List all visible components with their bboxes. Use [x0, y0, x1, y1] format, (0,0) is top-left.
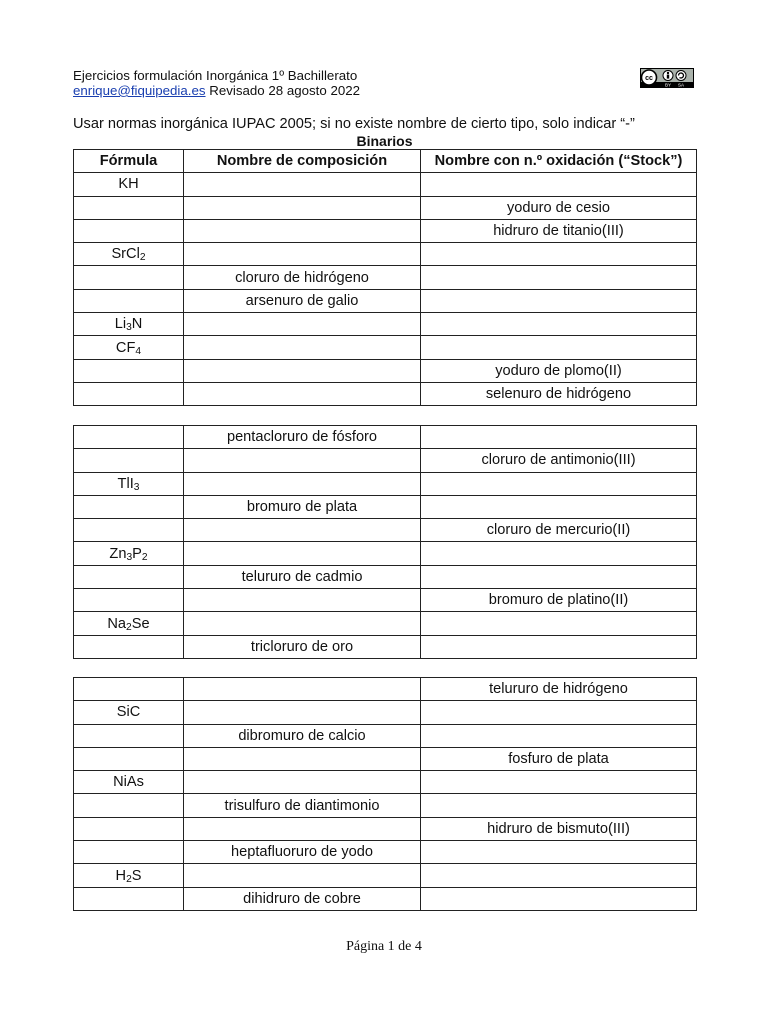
formula-symbol: NiAs: [113, 774, 144, 791]
svg-text:cc: cc: [645, 75, 653, 82]
formula-subscript: 2: [141, 551, 148, 563]
formula-symbol: TlI: [117, 475, 134, 492]
formula-symbol: CF: [115, 339, 136, 356]
composition-name-cell[interactable]: [184, 449, 421, 472]
table-row: [74, 678, 697, 701]
binarios-table-1: [73, 149, 697, 406]
composition-name-cell[interactable]: [184, 519, 421, 542]
formula-cell[interactable]: [74, 266, 184, 289]
composition-name-cell[interactable]: bromuro de plata: [184, 495, 421, 518]
stock-name-cell[interactable]: [421, 771, 697, 794]
binarios-table-2: [73, 425, 697, 659]
stock-name-cell[interactable]: [421, 313, 697, 336]
composition-name-cell[interactable]: arsenuro de galio: [184, 289, 421, 312]
formula-cell[interactable]: [74, 701, 184, 724]
composition-name-cell[interactable]: [184, 817, 421, 840]
table-row: [74, 747, 697, 770]
formula-symbol: SiC: [116, 704, 141, 721]
document-header: [73, 68, 360, 98]
table-row: [74, 495, 697, 518]
stock-name-cell[interactable]: [421, 495, 697, 518]
formula-cell[interactable]: [74, 519, 184, 542]
stock-name-cell[interactable]: [421, 289, 697, 312]
table-row: [74, 173, 697, 196]
stock-name-cell[interactable]: [421, 472, 697, 495]
composition-name-cell[interactable]: dihidruro de cobre: [184, 887, 421, 910]
table-row: [74, 359, 697, 382]
formula-symbol: Zn: [109, 545, 127, 562]
stock-name-cell[interactable]: selenuro de hidrógeno: [421, 382, 697, 405]
composition-name-cell[interactable]: pentacloruro de fósforo: [184, 426, 421, 449]
formula-cell[interactable]: [74, 771, 184, 794]
table-row: [74, 313, 697, 336]
formula-cell[interactable]: [74, 449, 184, 472]
stock-name-cell[interactable]: [421, 542, 697, 565]
stock-name-cell[interactable]: [421, 635, 697, 658]
composition-name-cell[interactable]: cloruro de hidrógeno: [184, 266, 421, 289]
table-row: [74, 887, 697, 910]
formula-cell[interactable]: [74, 817, 184, 840]
formula-cell[interactable]: [74, 589, 184, 612]
stock-name-cell[interactable]: hidruro de bismuto(III): [421, 817, 697, 840]
table-row: [74, 336, 697, 359]
stock-name-cell[interactable]: fosfuro de plata: [421, 747, 697, 770]
table-row: [74, 449, 697, 472]
formula-cell[interactable]: [74, 794, 184, 817]
table-row: [74, 243, 697, 266]
table-header-row: [74, 150, 697, 173]
formula-cell[interactable]: [74, 887, 184, 910]
table-row: [74, 382, 697, 405]
formula-cell[interactable]: [74, 173, 184, 196]
table-row: [74, 841, 697, 864]
composition-name-cell[interactable]: heptafluoruro de yodo: [184, 841, 421, 864]
table-row: [74, 565, 697, 588]
cc-sa-text: SA: [677, 82, 685, 88]
stock-name-cell[interactable]: cloruro de mercurio(II): [421, 519, 697, 542]
formula-subscript: 4: [135, 345, 142, 357]
stock-name-cell[interactable]: bromuro de platino(II): [421, 589, 697, 612]
composition-name-cell[interactable]: [184, 747, 421, 770]
formula-cell[interactable]: [74, 382, 184, 405]
formula-symbol: KH: [118, 176, 139, 193]
composition-name-cell[interactable]: [184, 336, 421, 359]
formula-cell[interactable]: [74, 612, 184, 635]
cc-by-text: BY: [664, 82, 672, 88]
email-link[interactable]: enrique@fiquipedia.es: [73, 83, 206, 98]
table-row: [74, 196, 697, 219]
table-row: [74, 426, 697, 449]
composition-name-cell[interactable]: [184, 771, 421, 794]
formula-subscript: 3: [126, 322, 132, 334]
header-title: Ejercicios formulación Inorgánica 1º Bachillerato: [73, 68, 358, 83]
composition-name-cell[interactable]: dibromuro de calcio: [184, 724, 421, 747]
formula-cell[interactable]: [74, 219, 184, 242]
stock-name-cell[interactable]: yoduro de plomo(II): [421, 359, 697, 382]
section-title: Binarios: [356, 133, 413, 149]
formula-symbol: N: [131, 316, 143, 333]
stock-name-cell[interactable]: [421, 794, 697, 817]
formula-symbol: P: [132, 545, 142, 562]
table-row: [74, 219, 697, 242]
composition-name-cell[interactable]: telururo de cadmio: [184, 565, 421, 588]
composition-name-cell[interactable]: [184, 382, 421, 405]
formula-cell[interactable]: [74, 426, 184, 449]
table-row: [74, 701, 697, 724]
table-row: [74, 724, 697, 747]
composition-name-cell[interactable]: [184, 678, 421, 701]
formula-cell[interactable]: [74, 336, 184, 359]
formula-cell[interactable]: [74, 313, 184, 336]
composition-name-cell[interactable]: [184, 196, 421, 219]
header-composition-name: Nombre de composición: [184, 150, 421, 173]
formula-cell[interactable]: [74, 565, 184, 588]
table-row: [74, 771, 697, 794]
stock-name-cell[interactable]: [421, 612, 697, 635]
page-number: Página 1 de 4: [346, 939, 422, 954]
header-formula: Fórmula: [74, 150, 184, 173]
composition-name-cell[interactable]: [184, 219, 421, 242]
formula-symbol: SrCl: [111, 246, 140, 263]
cc-by-sa-icon: [640, 68, 694, 88]
formula-cell[interactable]: [74, 841, 184, 864]
formula-symbol: H: [115, 867, 127, 884]
formula-subscript: 2: [126, 873, 132, 885]
formula-cell[interactable]: [74, 495, 184, 518]
formula-cell[interactable]: [74, 472, 184, 495]
stock-name-cell[interactable]: hidruro de titanio(III): [421, 219, 697, 242]
formula-cell[interactable]: [74, 289, 184, 312]
table-row: [74, 612, 697, 635]
formula-symbol: Se: [131, 615, 150, 632]
composition-name-cell[interactable]: [184, 542, 421, 565]
stock-name-cell[interactable]: [421, 864, 697, 887]
table-row: [74, 794, 697, 817]
formula-symbol: Li: [114, 316, 127, 333]
stock-name-cell[interactable]: [421, 701, 697, 724]
formula-cell[interactable]: [74, 542, 184, 565]
formula-symbol: Na: [107, 615, 127, 632]
table-row: [74, 817, 697, 840]
table-row: [74, 472, 697, 495]
composition-name-cell[interactable]: [184, 589, 421, 612]
stock-name-cell[interactable]: [421, 565, 697, 588]
table-row: [74, 635, 697, 658]
stock-name-cell[interactable]: yoduro de cesio: [421, 196, 697, 219]
table-row: [74, 289, 697, 312]
formula-cell[interactable]: [74, 635, 184, 658]
stock-name-cell[interactable]: [421, 266, 697, 289]
composition-name-cell[interactable]: tricloruro de oro: [184, 635, 421, 658]
stock-name-cell[interactable]: [421, 173, 697, 196]
header-meta: [73, 83, 360, 98]
composition-name-cell[interactable]: [184, 313, 421, 336]
header-stock-name: Nombre con n.º oxidación (“Stock”): [421, 150, 697, 173]
formula-cell[interactable]: [74, 724, 184, 747]
composition-name-cell[interactable]: [184, 472, 421, 495]
formula-cell[interactable]: [74, 747, 184, 770]
formula-subscript: 3: [133, 481, 140, 493]
composition-name-cell[interactable]: [184, 612, 421, 635]
instructions-text: Usar normas inorgánica IUPAC 2005; si no existe nombre de cierto tipo, solo indicar “-”: [73, 116, 635, 132]
composition-name-cell[interactable]: [184, 864, 421, 887]
revision-date: Revisado 28 agosto 2022: [205, 83, 361, 98]
stock-name-cell[interactable]: [421, 243, 697, 266]
formula-cell[interactable]: [74, 196, 184, 219]
formula-cell[interactable]: [74, 243, 184, 266]
composition-name-cell[interactable]: trisulfuro de diantimonio: [184, 794, 421, 817]
stock-name-cell[interactable]: [421, 336, 697, 359]
composition-name-cell[interactable]: [184, 701, 421, 724]
binarios-table-3: [73, 677, 697, 911]
stock-name-cell[interactable]: [421, 887, 697, 910]
composition-name-cell[interactable]: [184, 359, 421, 382]
stock-name-cell[interactable]: telururo de hidrógeno: [421, 678, 697, 701]
formula-cell[interactable]: [74, 678, 184, 701]
formula-symbol: S: [131, 867, 142, 884]
stock-name-cell[interactable]: [421, 426, 697, 449]
formula-subscript: 2: [139, 252, 146, 264]
composition-name-cell[interactable]: [184, 243, 421, 266]
formula-subscript: 3: [126, 551, 133, 563]
composition-name-cell[interactable]: [184, 173, 421, 196]
formula-cell[interactable]: [74, 359, 184, 382]
formula-subscript: 2: [126, 621, 132, 633]
table-row: [74, 589, 697, 612]
table-row: [74, 542, 697, 565]
table-row: [74, 519, 697, 542]
formula-cell[interactable]: [74, 864, 184, 887]
stock-name-cell[interactable]: cloruro de antimonio(III): [421, 449, 697, 472]
stock-name-cell[interactable]: [421, 841, 697, 864]
table-row: [74, 266, 697, 289]
table-row: [74, 864, 697, 887]
stock-name-cell[interactable]: [421, 724, 697, 747]
